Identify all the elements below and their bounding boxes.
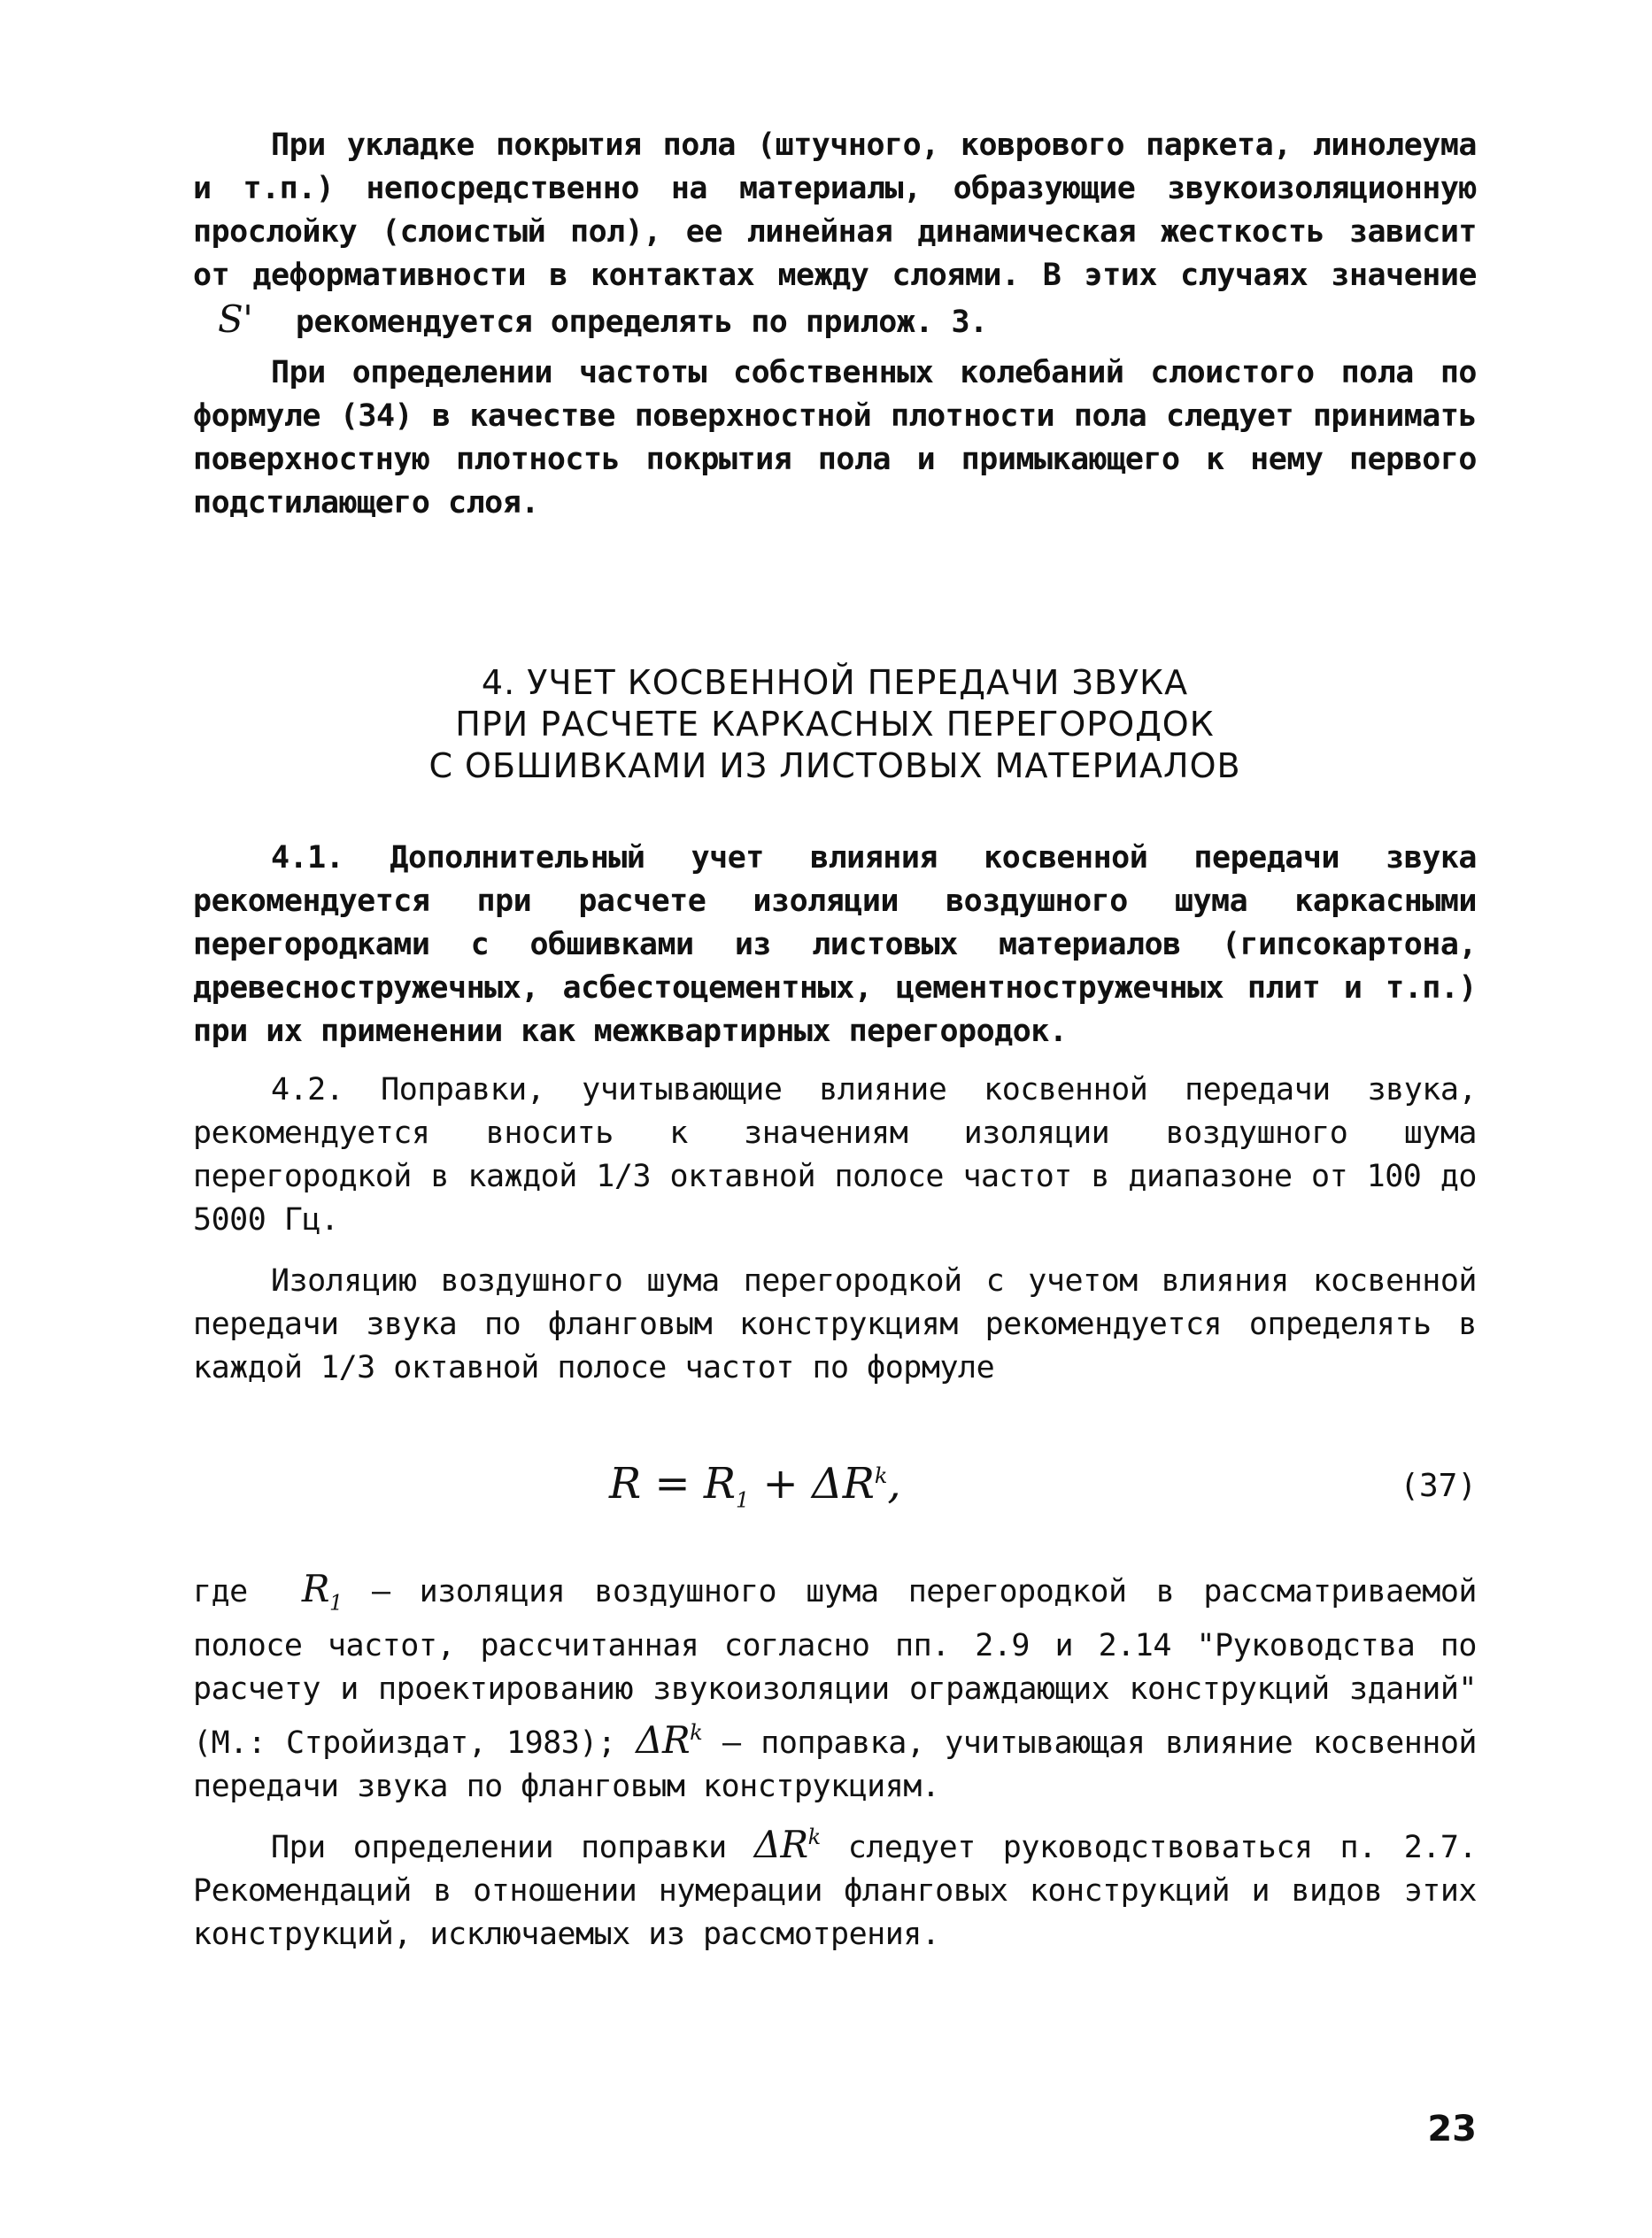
bottom-text-block (193, 1567, 1477, 1956)
paragraph-natural-frequency (193, 351, 1477, 525)
middle-text-block (193, 837, 1477, 1390)
section-heading (193, 662, 1477, 787)
top-text-block (193, 124, 1477, 525)
where-label: где (193, 1574, 248, 1609)
symbol-r1: $R_1$ (301, 1567, 343, 1616)
paragraph-where (193, 1567, 1477, 1809)
paragraph-formula-intro: Изоляцию воздушного шума перегородкой с учетом влияния косвенной передачи звука по фланговым конструкциям рекомендуется определять в каждой 1/3 октавной полосе частот по формуле (193, 1263, 1477, 1385)
paragraph-4-2: 4.2. Поправки, учитывающие влияние косвенной передачи звука, рекомендуется вносить к значениям изоляции воздушного шума перегородкой в каждой 1/3 октавной полосе частот в диапазоне от 100 до 5000 Гц. (193, 1072, 1477, 1238)
symbol-delta-rk: $\Delta R^k$ (753, 1823, 821, 1867)
paragraph-text: следует руководствоваться п. 2.7. Рекомендаций в отношении нумерации фланговых конструкций и видов этих конструкций, исключаемых из рассмотрения. (193, 1830, 1478, 1953)
heading-line-3: С ОБШИВКАМИ ИЗ ЛИСТОВЫХ МАТЕРИАЛОВ (428, 746, 1241, 785)
paragraph-4-1: 4.1. Дополнительный учет влияния косвенной передачи звука рекомендуется при расчете изоляции воздушного шума каркасными перегородками с обшивками из листовых материалов (гипсокартона, древесностружечных, асбестоцементных, цементностружечных плит и т.п.) при их применении как межквартирных перегородок. (193, 840, 1477, 1049)
symbol-s-prime: S' (218, 297, 253, 341)
paragraph-text: При определении поправки (271, 1830, 727, 1866)
formula-expression: $R = R_1 + \Delta R^k$, (609, 1459, 901, 1513)
paragraph-floor-covering (193, 124, 1477, 344)
paragraph-text: рекомендуется определять по прилож. 3. (295, 305, 988, 340)
page-number: 23 (1427, 2109, 1477, 2149)
where-text-1: – изоляция воздушного шума перегородкой в рассматриваемой полосе частот, рассчитанная согласно пп. 2.9 и 2.14 "Руководства по расчету и проектированию звукоизоляции ограждающих конструкций зданий" (М.: Стройиздат, 1983); (193, 1574, 1477, 1762)
paragraph-correction (193, 1816, 1477, 1956)
symbol-delta-rk: $\Delta R^k$ (636, 1718, 703, 1763)
heading-line-2: ПРИ РАСЧЕТЕ КАРКАСНЫХ ПЕРЕГОРОДОК (455, 705, 1215, 744)
formula-37 (193, 1459, 1477, 1521)
paragraph-text: При укладке покрытия пола (штучного, коврового паркета, линолеума и т.п.) непосредственно на материалы, образующие звукоизоляционную прослойку (слоистый пол), ее линейная динамическая жесткость зависит от деформативности в контактах между слоями. В этих случаях значение (193, 127, 1477, 293)
equation-number: (37) (1400, 1468, 1477, 1504)
heading-line-1: 4. УЧЕТ КОСВЕННОЙ ПЕРЕДАЧИ ЗВУКА (481, 663, 1189, 702)
where-text-2: – поправка, учитывающая влияние косвенной передачи звука по фланговым конструкциям. (193, 1725, 1478, 1805)
paragraph-text: При определении частоты собственных колебаний слоистого пола по формуле (34) в качестве поверхностной плотности пола следует принимать поверхностную плотность покрытия пола и примыкающего к нему первого подстилающего слоя. (193, 355, 1477, 521)
